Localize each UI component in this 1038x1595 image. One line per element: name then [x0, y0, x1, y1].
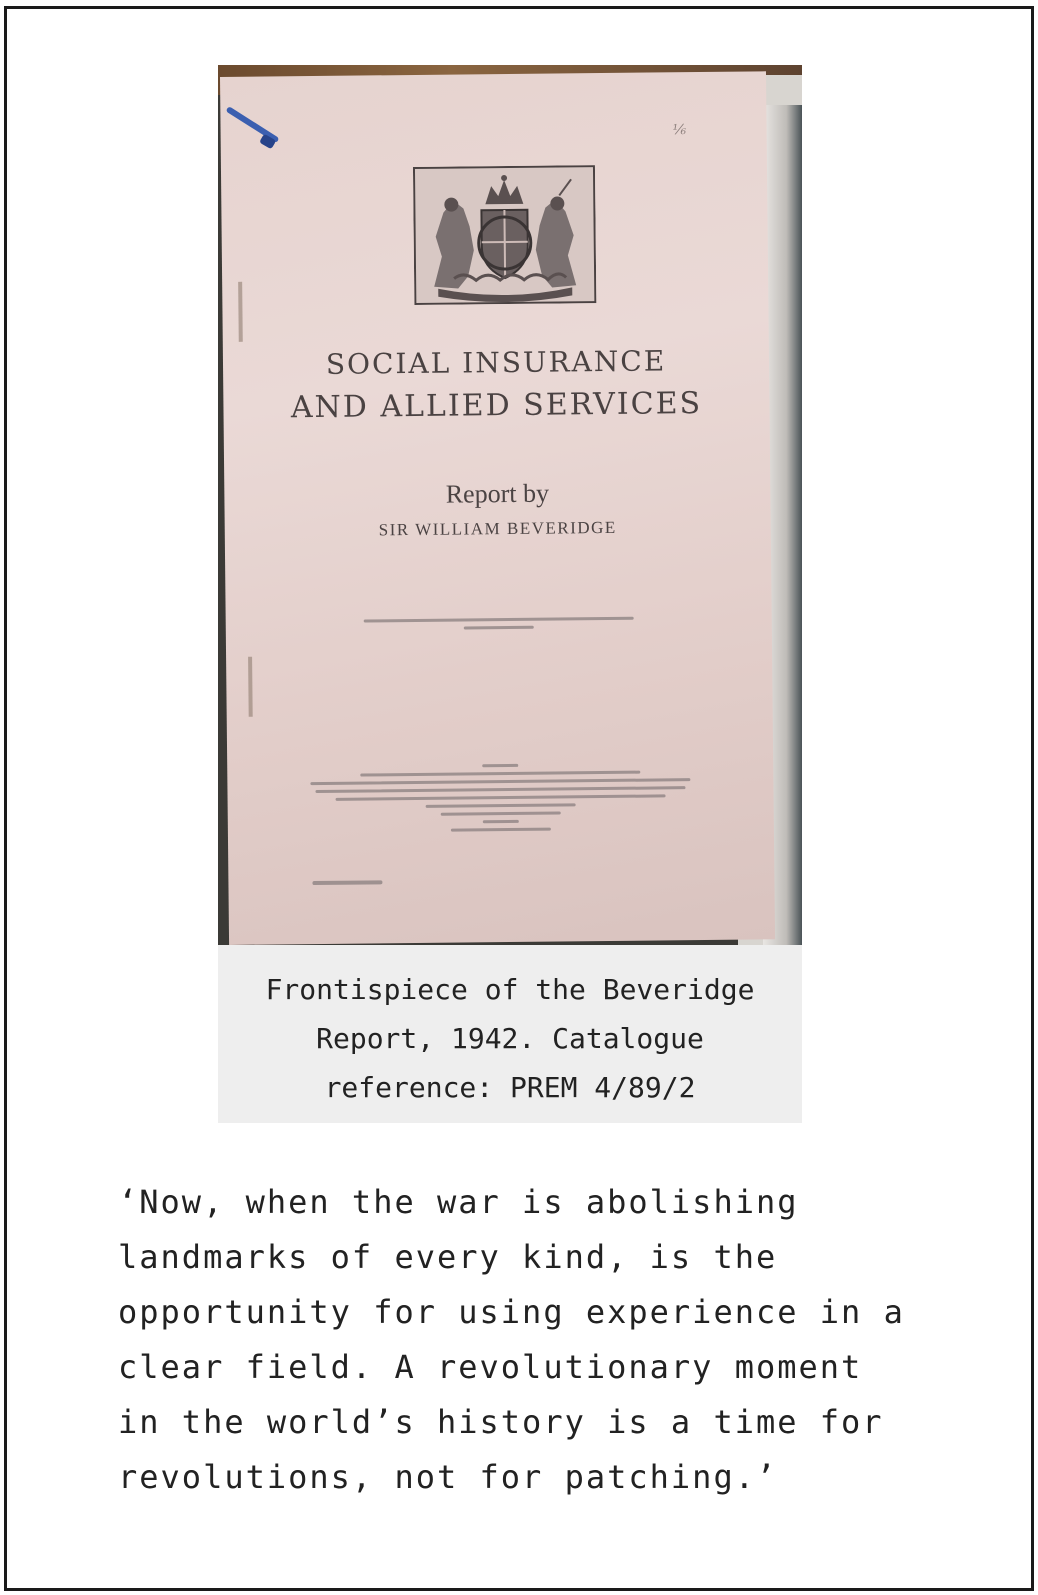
beveridge-report-photo: [218, 65, 802, 945]
publisher-fine-print: [227, 761, 774, 834]
report-cover-page: [220, 71, 775, 945]
quote-line: opportunity for using experience in a: [118, 1293, 905, 1331]
presentation-fine-print: [226, 615, 772, 632]
binding-mark: [248, 657, 253, 717]
handwritten-annotation: ⅟₆: [672, 122, 687, 139]
quote-line: landmarks of every kind, is the: [118, 1238, 778, 1276]
quote-line: revolutions, not for patching.’: [118, 1458, 778, 1496]
beveridge-quote: [118, 1175, 928, 1505]
quote-line: clear field. A revolutionary moment: [118, 1348, 863, 1386]
quote-line: ‘Now, when the war is abolishing: [118, 1183, 799, 1221]
report-title-line-1: SOCIAL INSURANCE: [325, 344, 667, 381]
report-by-label: Report by: [445, 478, 550, 509]
report-author: SIR WILLIAM BEVERIDGE: [378, 517, 617, 540]
binding-mark: [238, 282, 243, 342]
command-reference-print: [312, 880, 382, 885]
royal-coat-of-arms-icon: [413, 165, 596, 305]
quote-line: in the world’s history is a time for: [118, 1403, 884, 1441]
report-title-line-2: AND ALLIED SERVICES: [290, 385, 703, 426]
image-caption: Frontispiece of the Beveridge Report, 1942. Catalogue reference: PREM 4/89/2: [218, 945, 802, 1123]
